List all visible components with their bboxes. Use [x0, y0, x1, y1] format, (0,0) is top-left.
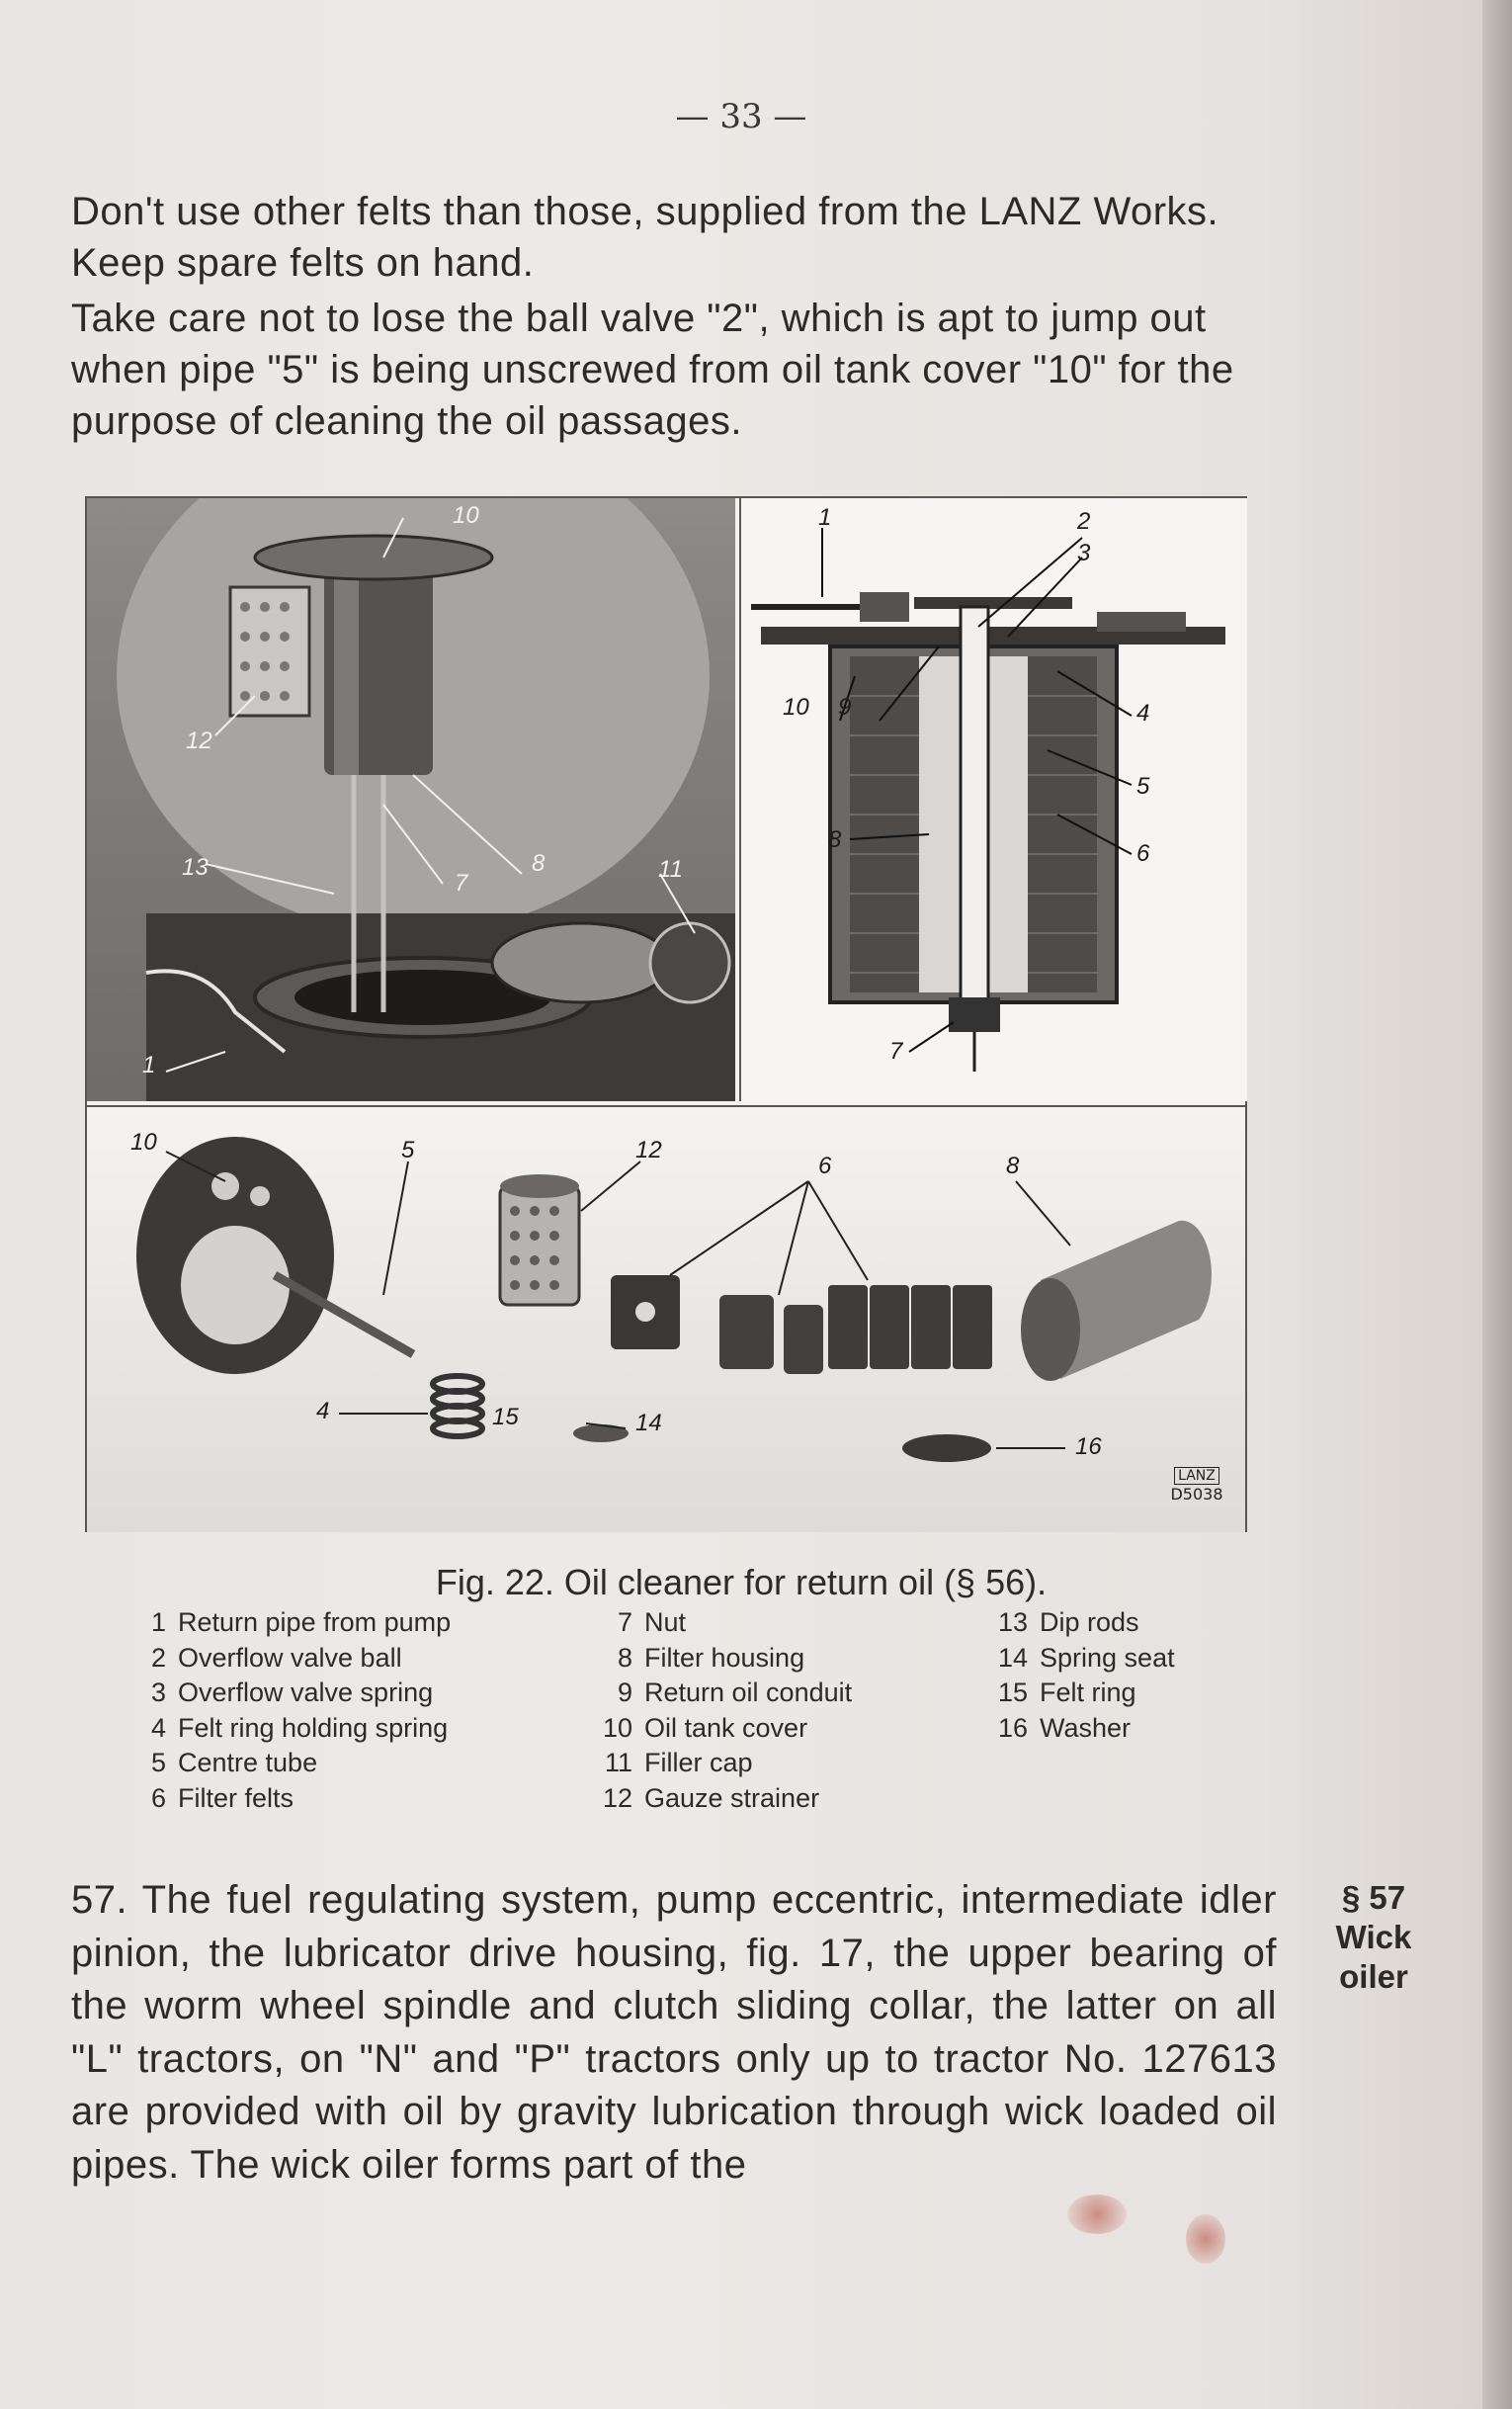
- legend-item: 12 Gauze strainer: [602, 1782, 820, 1813]
- legend-item: 5 Centre tube: [150, 1748, 318, 1777]
- callout-12: 12: [186, 728, 212, 754]
- sectional-drawing: [739, 498, 1247, 1101]
- legend-item: 6 Filter felts: [150, 1782, 294, 1813]
- callout-12-parts: 12: [635, 1137, 662, 1163]
- legend-item: 9 Return oil conduit: [617, 1678, 853, 1707]
- callout-10: 10: [453, 502, 479, 529]
- callout-4-section: 4: [1136, 700, 1150, 727]
- callout-2-section: 2: [1077, 508, 1091, 535]
- paragraph-felts: Don't use other felts than those, supplied from the LANZ Works. Keep spare felts on hand.: [71, 190, 1219, 285]
- photo-assembly: [87, 498, 735, 1101]
- callout-15-parts: 15: [492, 1404, 519, 1430]
- margin-line-2: oiler: [1339, 1958, 1408, 1995]
- stamp-brand: LANZ: [1174, 1467, 1219, 1485]
- callout-3-section: 3: [1077, 540, 1091, 566]
- callout-9-section: 9: [838, 694, 852, 721]
- sectional-drawing-illustration: [741, 498, 1247, 1101]
- page-number: — 33 —: [675, 97, 807, 136]
- legend-item: 8 Filter housing: [617, 1642, 805, 1673]
- paragraph-ball-valve: Take care not to lose the ball valve "2", which is apt to jump out when pipe "5" is being unscrewed from oil tank cover "10" for the purpose of cleaning the oil passages.: [71, 297, 1234, 443]
- paragraph-section-57: 57. The fuel regulating system, pump eccentric, intermediate idler pinion, the lubricator drive housing, fig. 17, the upper bearing of the worm wheel spindle and clutch sliding collar, the latter on all "L" tractors, on "N" and "P" tractors only up to tractor No. 127613 are provided with oil by gravity lubrication through wick loaded oil pipes. The wick oiler forms part of the: [71, 1878, 1277, 2187]
- callout-16-parts: 16: [1075, 1433, 1102, 1460]
- callout-4-parts: 4: [316, 1398, 330, 1424]
- callout-8: 8: [532, 850, 546, 877]
- figure-22: [85, 496, 1247, 1532]
- legend-item: 16 Washer: [997, 1712, 1132, 1743]
- callout-8-parts: 8: [1006, 1153, 1020, 1179]
- callout-11: 11: [658, 856, 683, 883]
- callout-1-section: 1: [818, 504, 832, 531]
- legend-item: 2 Overflow valve ball: [150, 1642, 402, 1673]
- legend-item: 4 Felt ring holding spring: [150, 1712, 449, 1743]
- legend-column-2: [593, 1605, 852, 1816]
- callout-10-section: 10: [783, 694, 809, 721]
- callout-6-parts: 6: [818, 1153, 832, 1179]
- legend-item: 13 Dip rods: [997, 1607, 1139, 1637]
- parts-photo: [87, 1105, 1245, 1532]
- callout-5-section: 5: [1136, 773, 1150, 800]
- legend-item: 7 Nut: [617, 1607, 687, 1637]
- legend-item: 10 Oil tank cover: [602, 1712, 808, 1743]
- callout-10-parts: 10: [130, 1129, 157, 1156]
- callout-7: 7: [455, 870, 468, 897]
- callout-7-section: 7: [889, 1038, 903, 1065]
- callout-6-section: 6: [1136, 840, 1150, 867]
- legend-item: 15 Felt ring: [997, 1678, 1136, 1707]
- legend-item: 3 Overflow valve spring: [150, 1678, 434, 1707]
- legend-item: 11 Filler cap: [604, 1748, 753, 1777]
- callout-5-parts: 5: [401, 1137, 415, 1163]
- legend-column-3: [988, 1605, 1175, 1746]
- callout-13: 13: [182, 854, 209, 881]
- photo-assembly-illustration: [87, 498, 735, 1101]
- margin-section: § 57: [1341, 1879, 1406, 1916]
- rust-stain: [1067, 2194, 1127, 2234]
- legend-item: 1 Return pipe from pump: [150, 1607, 452, 1637]
- legend-column-1: [126, 1605, 451, 1816]
- parts-photo-illustration: [87, 1107, 1245, 1532]
- legend-item: 14 Spring seat: [997, 1642, 1175, 1673]
- stamp-code: D5038: [1170, 1485, 1223, 1504]
- figure-caption: Fig. 22. Oil cleaner for return oil (§ 56).: [435, 1562, 1048, 1602]
- callout-1: 1: [142, 1052, 156, 1078]
- lanz-stamp: [1162, 1465, 1231, 1505]
- margin-note: [1314, 1878, 1433, 1997]
- page-edge: [1482, 0, 1512, 2409]
- margin-line-1: Wick: [1335, 1919, 1412, 1955]
- rust-stain: [1186, 2214, 1225, 2264]
- callout-8-section: 8: [828, 826, 842, 853]
- callout-14-parts: 14: [635, 1410, 662, 1436]
